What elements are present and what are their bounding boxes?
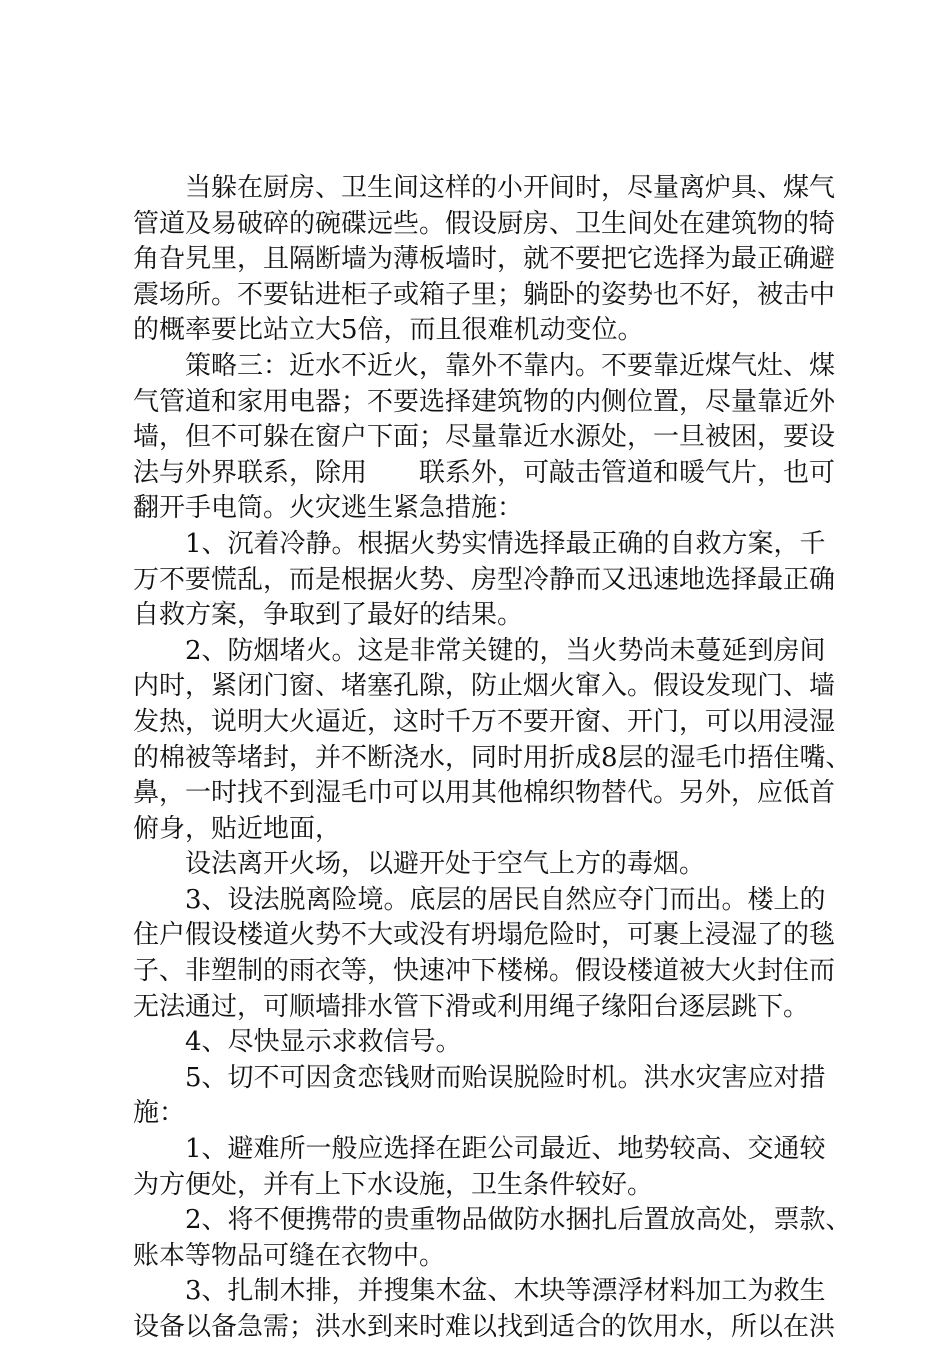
text-line: 内时，紧闭门窗、堵塞孔隙，防止烟火窜入。假设发现门、墙: [133, 671, 836, 702]
document-body: [133, 171, 852, 1346]
text-line: 3、扎制木排，并搜集木盆、木块等漂浮材料加工为救生: [185, 1276, 826, 1307]
text-line: 气管道和家用电器；不要选择建筑物的内侧位置，尽量靠近外: [133, 386, 836, 417]
text-line: 自救方案，争取到了最好的结果。: [133, 600, 524, 631]
text-line: 震场所。不要钻进柜子或箱子里；躺卧的姿势也不好，被击中: [133, 279, 836, 310]
text-line: 的概率要比站立大5倍，而且很难机动变位。: [133, 315, 644, 346]
text-line: 施：: [133, 1098, 186, 1129]
text-line: 2、防烟堵火。这是非常关键的，当火势尚未蔓延到房间: [185, 635, 826, 666]
text-line: 万不要慌乱，而是根据火势、房型冷静而又迅速地选择最正确: [133, 564, 836, 595]
text-line: 设法离开火场，以避开处于空气上方的毒烟。: [185, 849, 706, 880]
text-line: 俯身，贴近地面，: [133, 813, 342, 844]
text-line: 无法通过，可顺墙排水管下滑或利用绳子缘阳台逐层跳下。: [133, 991, 810, 1022]
text-line: 4、尽快显示求救信号。: [185, 1027, 462, 1058]
text-line: 子、非塑制的雨衣等，快速冲下楼梯。假设楼道被大火封住而: [133, 956, 836, 987]
text-line: 翻开手电筒。火灾逃生紧急措施：: [133, 493, 524, 524]
text-line: 3、设法脱离险境。底层的居民自然应夺门而出。楼上的: [185, 884, 826, 915]
text-line: 当躲在厨房、卫生间这样的小开间时，尽量离炉具、煤气: [185, 173, 836, 203]
text-line: 鼻，一时找不到湿毛巾可以用其他棉织物替代。另外，应低首: [133, 778, 836, 809]
text-line: 法与外界联系，除用 联系外，可敲击管道和暖气片，也可: [133, 457, 836, 488]
text-line: 角旮旯里，且隔断墙为薄板墙时，就不要把它选择为最正确避: [133, 244, 836, 275]
text-line: 2、将不便携带的贵重物品做防水捆扎后置放高处，票款、: [185, 1205, 852, 1236]
text-line: 住户假设楼道火势不大或没有坍塌危险时，可裹上浸湿了的毯: [133, 920, 836, 951]
text-line: 5、切不可因贪恋钱财而贻误脱险时机。洪水灾害应对措: [185, 1062, 826, 1093]
text-line: 的棉被等堵封，并不断浇水，同时用折成8层的湿毛巾捂住嘴、: [133, 742, 852, 773]
text-line: 为方便处，并有上下水设施，卫生条件较好。: [133, 1169, 654, 1200]
text-line: 1、避难所一般应选择在距公司最近、地势较高、交通较: [185, 1134, 826, 1165]
text-line: 策略三：近水不近火，靠外不靠内。不要靠近煤气灶、煤: [185, 350, 836, 381]
text-line: 墙，但不可躲在窗户下面；尽量靠近水源处，一旦被困，要设: [133, 422, 836, 453]
text-line: 管道及易破碎的碗碟远些。假设厨房、卫生间处在建筑物的犄: [133, 208, 836, 239]
text-line: 设备以备急需；洪水到来时难以找到适合的饮用水，所以在洪: [133, 1312, 836, 1342]
text-line: 发热，说明大火逼近，这时千万不要开窗、开门，可以用浸湿: [133, 706, 836, 737]
text-line: 1、沉着冷静。根据火势实情选择最正确的自救方案，千: [185, 528, 826, 559]
text-line: 账本等物品可缝在衣物中。: [133, 1240, 446, 1271]
